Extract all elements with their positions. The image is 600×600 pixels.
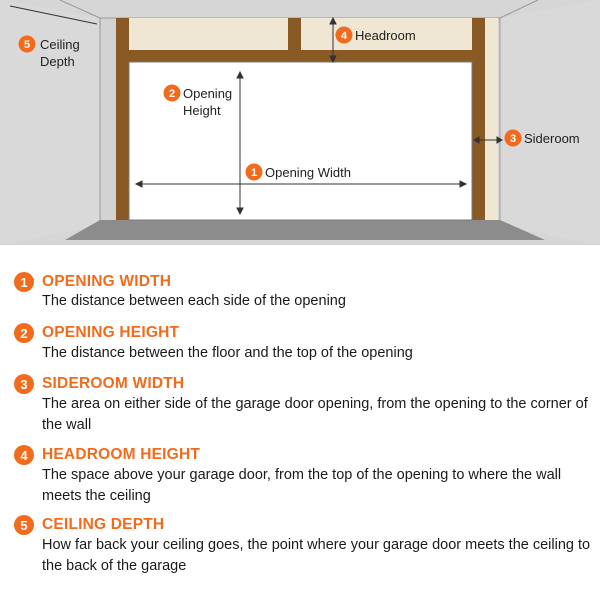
number-badge: 1 [14,272,34,292]
header-beam [116,50,485,62]
legend-item-header [14,272,171,292]
door-opening [129,62,472,220]
badge-3-number: 3 [509,133,517,145]
number-badge: 5 [14,515,34,535]
garage-diagram [0,0,600,245]
opening-height-line2: Height [183,103,221,118]
legend-item-header [14,374,184,394]
number-badge: 4 [14,445,34,465]
left-frame-post [116,18,129,220]
legend-item-description: The space above your garage door, from the top of the opening to where the wall meets the ceiling [42,467,562,504]
right-side-wall [500,0,600,245]
opening-width-text: Opening Width [265,165,351,180]
sideroom-label [505,130,580,147]
headroom-text: Headroom [355,28,416,43]
legend-item-description: How far back your ceiling goes, the point where your garage door meets the ceiling to the back of the garage [42,537,591,574]
legend-item-title: SIDEROOM WIDTH [42,375,185,392]
legend-item-header [14,323,179,343]
legend-item-description: The distance between the floor and the top of the opening [42,345,413,361]
headroom-label [336,27,416,44]
legend-item-title: HEADROOM HEIGHT [42,446,200,463]
opening-height-line1: Opening [183,86,233,101]
badge-5-number: 5 [23,39,31,51]
legend-item-title: OPENING WIDTH [42,273,172,290]
badge-4-number: 4 [340,30,348,42]
ceiling-depth-line2: Depth [40,54,75,69]
right-frame-post [472,18,485,220]
legend-item-title: CEILING DEPTH [42,516,165,533]
legend-item-description: The distance between each side of the opening [42,293,346,309]
measurement-legend [0,245,600,600]
badge-1-number: 1 [250,167,258,179]
legend-item-title: OPENING HEIGHT [42,324,180,341]
sideroom-text: Sideroom [524,131,580,146]
badge-2-number: 2 [168,88,176,100]
garage-floor [65,220,545,240]
number-badge: 3 [14,374,34,394]
legend-item-description: The area on either side of the garage door opening, from the opening to the corner of the wall [42,396,588,433]
legend-item-header [14,445,200,465]
ceiling-depth-line1: Ceiling [40,37,80,52]
legend-item-header [14,515,164,535]
number-badge: 2 [14,323,34,343]
